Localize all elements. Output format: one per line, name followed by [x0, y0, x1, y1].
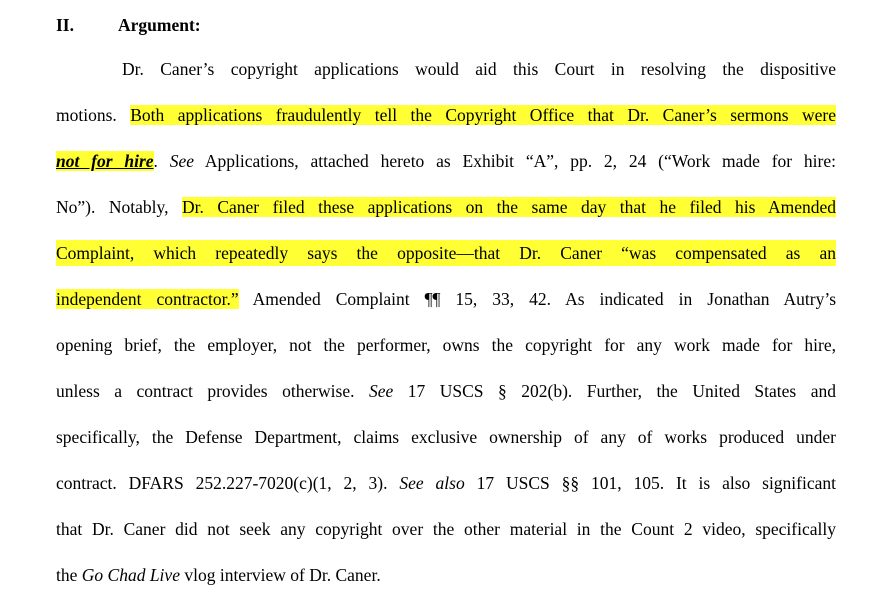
line-text: 17 USCS §§ 101, 105. It is also significant [464, 473, 836, 493]
italic-title: Go Chad Live [81, 565, 180, 585]
highlighted-text: Complaint, which repeatedly says the opposite—that Dr. Caner “was compensated as an [56, 243, 836, 263]
paragraph-line-6 [56, 286, 836, 312]
section-heading [56, 12, 201, 38]
paragraph-line-3 [56, 148, 836, 174]
paragraph-line-10 [56, 470, 836, 496]
paragraph-line-4 [56, 194, 836, 220]
line-text: Applications, attached hereto as Exhibit “A”, pp. 2, 24 (“Work made for hire: [194, 151, 836, 171]
line-text: opening brief, the employer, not the performer, owns the copyright for any work made for hire, [56, 335, 836, 355]
emphasized-highlighted-text: not for hire [56, 151, 154, 171]
citation-signal: See [368, 381, 394, 401]
paragraph-line-12 [56, 562, 836, 588]
line-text: No”). Notably, [56, 197, 182, 217]
paragraph-line-8 [56, 378, 836, 404]
line-text: Amended Complaint ¶¶ 15, 33, 42. As indicated in Jonathan Autry’s [238, 289, 836, 309]
line-text: that Dr. Caner did not seek any copyright over the other material in the Count 2 video, specifically [56, 519, 836, 539]
citation-signal: See [169, 151, 195, 171]
line-text: vlog interview of Dr. Caner. [179, 565, 381, 585]
paragraph-line-7 [56, 332, 836, 358]
paragraph-line-2 [56, 102, 836, 128]
line-text: 17 USCS § 202(b). Further, the United States and [393, 381, 836, 401]
line-text: specifically, the Defense Department, claims exclusive ownership of any of works produced under [56, 427, 836, 447]
paragraph-line-1 [122, 56, 836, 82]
highlighted-text: Both applications fraudulently tell the Copyright Office that Dr. Caner’s sermons were [130, 105, 837, 125]
line-text: the [56, 565, 82, 585]
paragraph-line-5 [56, 240, 836, 266]
citation-signal: See also [399, 473, 465, 493]
section-title: Argument: [118, 15, 201, 35]
line-text: motions. [56, 105, 117, 125]
line-text: Dr. Caner’s copyright applications would aid this Court in resolving the dispositive [122, 59, 836, 79]
highlighted-text: Dr. Caner filed these applications on the same day that he filed his Amended [181, 197, 837, 217]
line-text: unless a contract provides otherwise. [56, 381, 369, 401]
line-text: . [153, 151, 158, 171]
section-number: II. [56, 15, 74, 35]
paragraph-line-9 [56, 424, 836, 450]
paragraph-line-11 [56, 516, 836, 542]
highlighted-text: independent contractor.” [56, 289, 239, 309]
line-text: contract. DFARS 252.227-7020(c)(1, 2, 3). [56, 473, 400, 493]
